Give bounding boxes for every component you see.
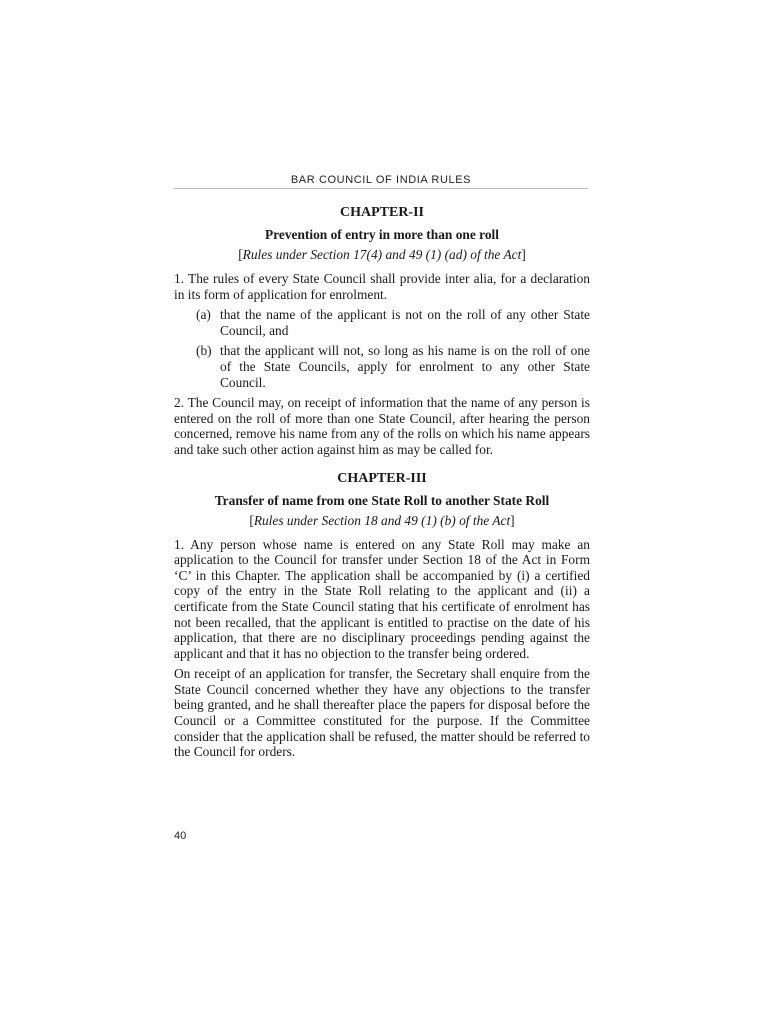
chapter-3-rules-reference (174, 513, 590, 529)
chapter-2-subtitle: Prevention of entry in more than one roll (265, 227, 499, 242)
ref-open-bracket: [ (249, 512, 254, 528)
running-header: BAR COUNCIL OF INDIA RULES (290, 174, 472, 186)
page-body (174, 204, 590, 765)
header-divider (174, 188, 588, 189)
chapter-2-title: CHAPTER-II (339, 205, 424, 220)
ref-open-bracket: [ (238, 247, 243, 262)
ref-close-bracket: ] (510, 512, 515, 528)
chapter-2-rules-reference (174, 247, 590, 263)
chapter-3-rule-1: 1. Any person whose name is entered on any State Roll may make an application to the Council for transfer under Section 18 of the Act in Form ‘C’ in this Chapter. The application shall be accompanied by (i) a certified copy of the entry in the State Roll relating to the applicant and (ii) a certificate from the State Council stating that his certificate of enrolment has not been recalled, that the applicant is entitled to practise on the date of his application, that there are no disciplinary proceedings pending against the applicant and that it has no objection to the transfer being ordered. (174, 536, 590, 661)
ref-close-bracket: ] (521, 247, 526, 262)
chapter-3-section (174, 470, 590, 760)
list-item-text: that the name of the applicant is not on the roll of any other State Council, and (220, 307, 590, 338)
list-item-marker: (a) (196, 307, 211, 323)
list-item-text: that the applicant will not, so long as his name is on the roll of one of the State Councils, apply for enrolment to any other State Council. (220, 343, 590, 390)
chapter-3-rule-1-continued: On receipt of an application for transfer, the Secretary shall enquire from the State Council concerned whether they have any objections to the transfer being granted, and he shall thereafter place the papers for disposal before the Council or a Committee constituted for the purpose. If the Committee consider that the application shall be refused, the matter should be referred to the Council for orders. (174, 666, 590, 760)
chapter-3-subtitle: Transfer of name from one State Roll to another State Roll (214, 492, 550, 508)
list-item (174, 307, 590, 338)
chapter-2-rule-2: 2. The Council may, on receipt of information that the name of any person is entered on the roll of more than one State Council, after hearing the person concerned, remove his name from any of the rolls on which his name appears and take such other action against him as may be called for. (174, 395, 590, 457)
chapter-3-ref-text: Rules under Section 18 and 49 (1) (b) of the Act (253, 512, 511, 528)
chapter-2-ref-text: Rules under Section 17(4) and 49 (1) (ad) of the Act (242, 247, 522, 262)
list-item-marker: (b) (196, 343, 212, 359)
chapter-2-rule-1: 1. The rules of every State Council shall provide inter alia, for a declaration in its form of application for enrolment. (174, 271, 590, 302)
chapter-2-section (174, 204, 590, 458)
list-item (174, 343, 590, 390)
page-number: 40 (174, 830, 187, 842)
chapter-3-title: CHAPTER-III (337, 470, 427, 486)
